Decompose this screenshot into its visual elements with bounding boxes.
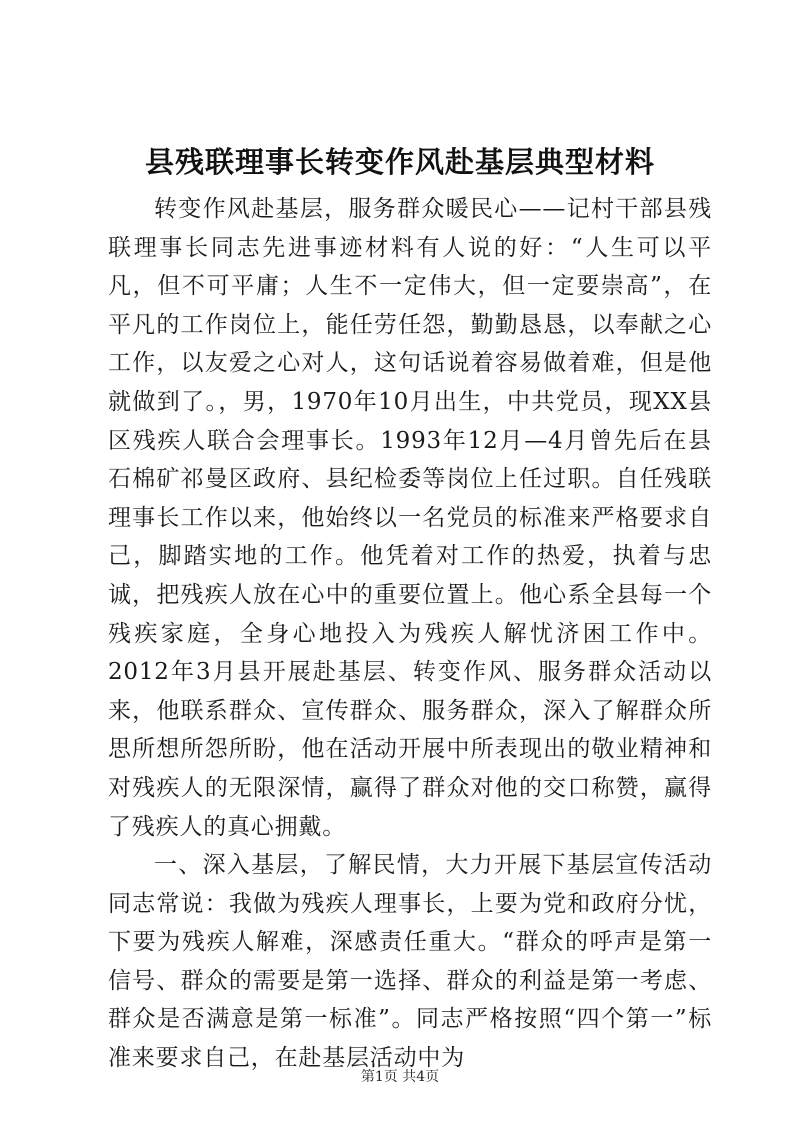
paragraph-intro: 转变作风赴基层，服务群众暖民心——记村干部县残联理事长同志先进事迹材料有人说的好：“人生可以平凡，但不可平庸；人生不一定伟大，但一定要崇高”，在平凡的工作岗位上，能任劳任怨，勤勤恳恳，以奉献之心工作，以友爱之心对人，这句话说着容易做着难，但是他就做到了。，男，1970年10月出生，中共党员，现XX县区残疾人联合会理事长。1993年12月—4月曾先后在县石棉矿祁曼区政府、县纪检委等岗位上任过职。自任残联理事长工作以来，他始终以一名党员的标准来严格要求自己，脚踏实地的工作。他凭着对工作的热爱，执着与忠诚，把残疾人放在心中的重要位置上。他心系全县每一个残疾家庭，全身心地投入为残疾人解忧济困工作中。2012年3月县开展赴基层、转变作风、服务群众活动以来，他联系群众、宣传群众、服务群众，深入了解群众所思所想所怨所盼，他在活动开展中所表现出的敬业精神和对残疾人的无限深情，赢得了群众对他的交口称赞，赢得了残疾人的真心拥戴。 <box>108 196 712 840</box>
document-body <box>108 190 712 1078</box>
paragraph-section-one: 一、深入基层，了解民情，大力开展下基层宣传活动同志常说：我做为残疾人理事长，上要为党和政府分忧，下要为残疾人解难，深感责任重大。“群众的呼声是第一信号、群众的需要是第一选择、群众的利益是第一考虑、群众是否满意是第一标准”。同志严格按照“四个第一”标准来要求自己，在赴基层活动中为 <box>108 852 712 1072</box>
document-title: 县残联理事长转变作风赴基层典型材料 <box>144 145 655 179</box>
page-footer: 第1页 共4页 <box>360 1069 440 1085</box>
